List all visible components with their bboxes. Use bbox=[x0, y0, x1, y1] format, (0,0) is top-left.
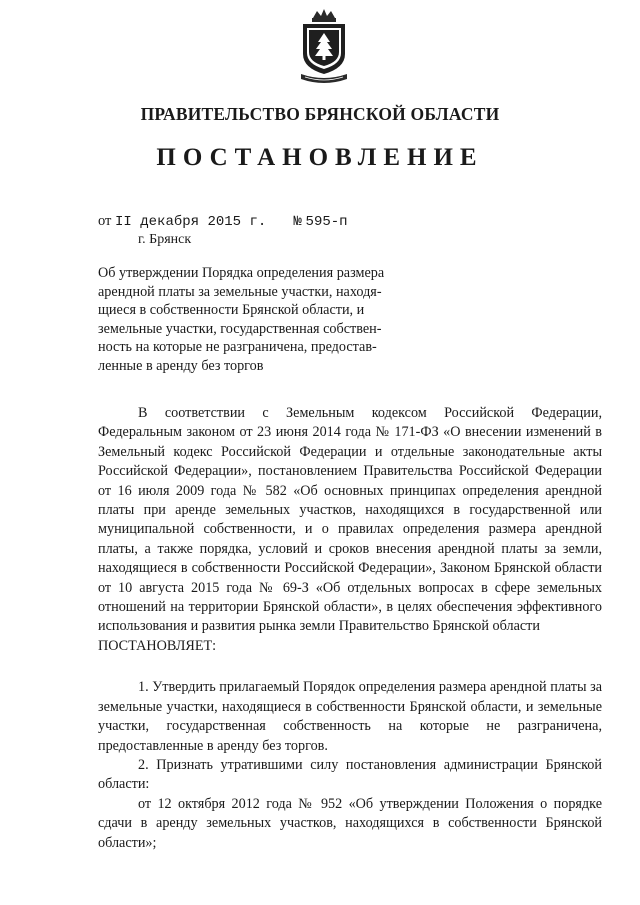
item-2-paragraph: 2. Признать утратившими силу постановления администрации Брянской области: bbox=[98, 756, 602, 793]
document-type-title: ПОСТАНОВЛЕНИЕ bbox=[156, 144, 484, 171]
subject-line: ность на которые не разграничена, предостав- bbox=[98, 339, 377, 356]
subject-line: ленные в аренду без торгов bbox=[98, 357, 264, 374]
subject-line: арендной платы за земельные участки, находя- bbox=[98, 283, 382, 300]
document-subject bbox=[98, 264, 385, 376]
document-date: II декабря 2015 г. bbox=[115, 214, 267, 230]
subject-line: Об утверждении Порядка определения размера bbox=[98, 265, 385, 281]
coat-of-arms-icon bbox=[297, 8, 351, 88]
item-2-subitem: от 12 октября 2012 года № 952 «Об утверждении Положения о порядке сдачи в аренду земельных участков, находящихся в собственности Брянской области»; bbox=[98, 795, 602, 851]
city: г. Брянск bbox=[138, 232, 192, 247]
preamble-paragraph: В соответствии с Земельным кодексом Российской Федерации, Федеральным законом от 23 июня 2014 года № 171-ФЗ «О внесении изменений в Земельный кодекс Российской Федерации и отдельные законодательные акты Российской Федерации», постановлением Правительства Российской Федерации от 16 июля 2009 года № 582 «Об основных принципах определения арендной платы при аренде земельных участков, находящихся в государственной или муниципальной собственности, и о правилах определения размера арендной платы, а также порядка, условий и сроков внесения арендной платы за земли, находящиеся в собственности Российской Федерации», Законом Брянской области от 10 августа 2015 года № 69-З «Об отдельных вопросах в сфере земельных отношений на территории Брянской области», в целях обеспечения эффективного использования и развития рынка земли Правительство Брянской области bbox=[98, 405, 602, 635]
date-number-line bbox=[98, 213, 348, 230]
date-prefix: от bbox=[98, 213, 112, 229]
subject-line: щиеся в собственности Брянской области, и bbox=[98, 302, 365, 319]
item-1-paragraph: 1. Утвердить прилагаемый Порядок определения размера арендной платы за земельные участки, находящиеся в собственности Брянской области, и земельные участки, государственная собственность на которые не разграничена, предоставленные в аренду без торгов. bbox=[98, 679, 602, 754]
organization-title: ПРАВИТЕЛЬСТВО БРЯНСКОЙ ОБЛАСТИ bbox=[140, 104, 500, 124]
decree-word: ПОСТАНОВЛЯЕТ: bbox=[98, 637, 217, 654]
document-body bbox=[98, 404, 602, 853]
number-prefix: № bbox=[293, 214, 302, 230]
subject-line: земельные участки, государственная собствен- bbox=[98, 320, 382, 337]
document-number: 595-п bbox=[305, 214, 348, 230]
